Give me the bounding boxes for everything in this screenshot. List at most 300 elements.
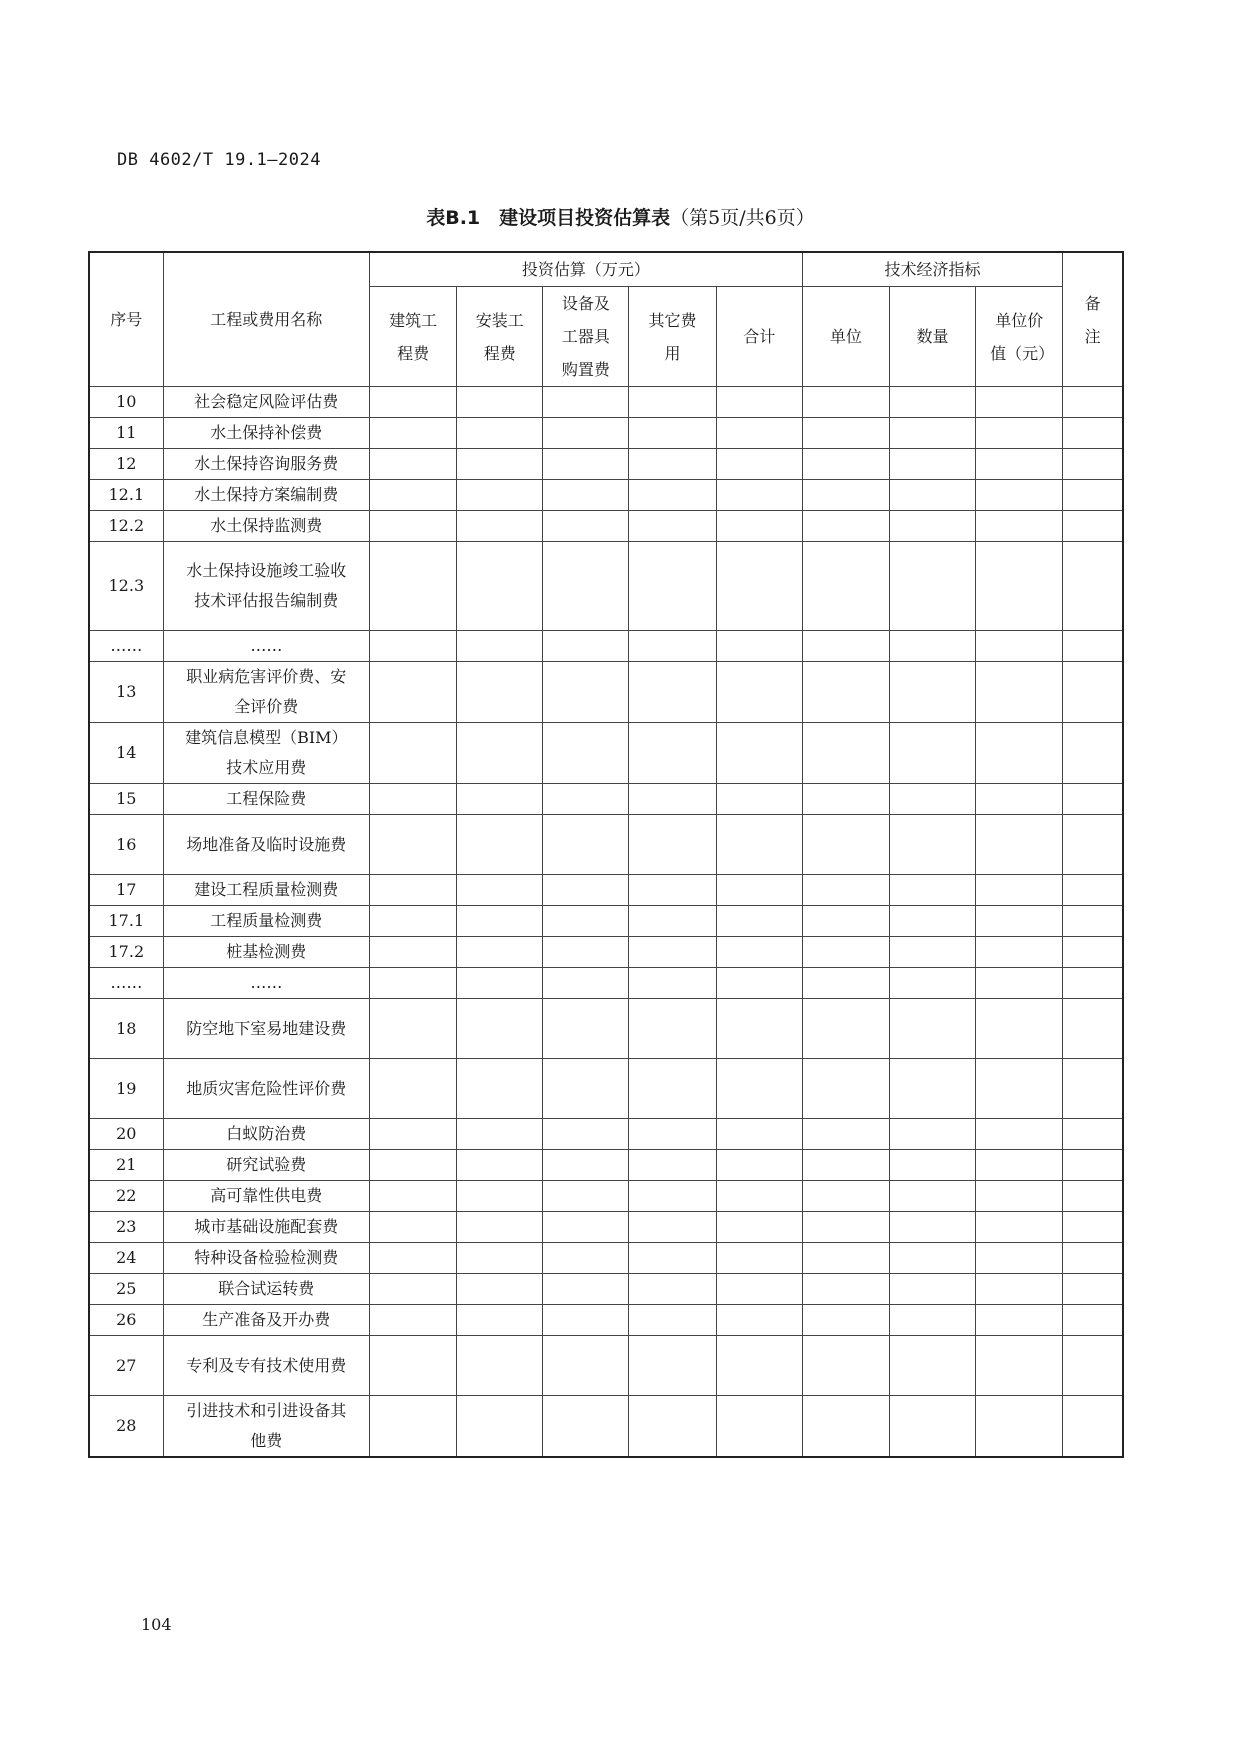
empty-cell (629, 1181, 716, 1212)
empty-cell (1063, 875, 1123, 906)
empty-cell (457, 1336, 543, 1396)
empty-cell (976, 387, 1063, 418)
row-name: 工程质量检测费 (163, 906, 369, 937)
row-seq: 18 (89, 999, 163, 1059)
empty-cell (976, 480, 1063, 511)
empty-cell (629, 387, 716, 418)
empty-cell (629, 542, 716, 631)
empty-cell (457, 418, 543, 449)
row-name: 水土保持方案编制费 (163, 480, 369, 511)
empty-cell (543, 875, 629, 906)
empty-cell (889, 937, 975, 968)
empty-cell (629, 418, 716, 449)
empty-cell (457, 449, 543, 480)
empty-cell (889, 1243, 975, 1274)
empty-cell (976, 1119, 1063, 1150)
empty-cell (543, 480, 629, 511)
empty-cell (457, 387, 543, 418)
empty-cell (629, 815, 716, 875)
empty-cell (889, 542, 975, 631)
empty-cell (370, 1243, 457, 1274)
empty-cell (716, 480, 802, 511)
empty-cell (802, 511, 889, 542)
row-name: …… (163, 631, 369, 662)
empty-cell (889, 1150, 975, 1181)
row-seq: 28 (89, 1396, 163, 1458)
empty-cell (370, 480, 457, 511)
row-seq: 12.3 (89, 542, 163, 631)
empty-cell (543, 937, 629, 968)
empty-cell (629, 784, 716, 815)
empty-cell (543, 662, 629, 723)
empty-cell (1063, 1305, 1123, 1336)
empty-cell (889, 1396, 975, 1458)
row-seq: 17.1 (89, 906, 163, 937)
empty-cell (543, 1181, 629, 1212)
empty-cell (543, 1212, 629, 1243)
document-code: DB 4602/T 19.1—2024 (117, 150, 321, 170)
empty-cell (716, 1305, 802, 1336)
empty-cell (457, 906, 543, 937)
empty-cell (976, 906, 1063, 937)
empty-cell (370, 906, 457, 937)
empty-cell (716, 968, 802, 999)
empty-cell (802, 1059, 889, 1119)
empty-cell (716, 662, 802, 723)
row-name: 工程保险费 (163, 784, 369, 815)
empty-cell (543, 387, 629, 418)
empty-cell (889, 1119, 975, 1150)
empty-cell (976, 542, 1063, 631)
empty-cell (629, 511, 716, 542)
empty-cell (457, 937, 543, 968)
empty-cell (716, 542, 802, 631)
empty-cell (802, 815, 889, 875)
empty-cell (543, 542, 629, 631)
empty-cell (976, 784, 1063, 815)
table-row (89, 511, 1123, 542)
investment-estimate-table (88, 251, 1124, 1458)
table-row (89, 418, 1123, 449)
empty-cell (889, 449, 975, 480)
empty-cell (543, 1305, 629, 1336)
table-row (89, 723, 1123, 784)
row-name: 特种设备检验检测费 (163, 1243, 369, 1274)
table-row (89, 906, 1123, 937)
table-body (89, 387, 1123, 1458)
table-row (89, 1305, 1123, 1336)
empty-cell (976, 449, 1063, 480)
empty-cell (976, 1336, 1063, 1396)
empty-cell (889, 906, 975, 937)
empty-cell (543, 1336, 629, 1396)
empty-cell (802, 480, 889, 511)
empty-cell (976, 723, 1063, 784)
empty-cell (802, 542, 889, 631)
empty-cell (889, 875, 975, 906)
empty-cell (370, 937, 457, 968)
row-seq: …… (89, 631, 163, 662)
empty-cell (716, 937, 802, 968)
empty-cell (889, 1274, 975, 1305)
empty-cell (976, 815, 1063, 875)
row-seq: …… (89, 968, 163, 999)
empty-cell (543, 815, 629, 875)
empty-cell (629, 968, 716, 999)
empty-cell (889, 1059, 975, 1119)
empty-cell (629, 1059, 716, 1119)
row-name: 社会稳定风险评估费 (163, 387, 369, 418)
table-row (89, 449, 1123, 480)
empty-cell (1063, 1243, 1123, 1274)
empty-cell (543, 631, 629, 662)
empty-cell (716, 1119, 802, 1150)
header-invest-2: 安装工程费 (457, 287, 543, 387)
empty-cell (629, 1396, 716, 1458)
empty-cell (370, 1119, 457, 1150)
empty-cell (457, 1396, 543, 1458)
empty-cell (629, 723, 716, 784)
empty-cell (716, 418, 802, 449)
empty-cell (1063, 906, 1123, 937)
row-name: 水土保持咨询服务费 (163, 449, 369, 480)
empty-cell (716, 906, 802, 937)
empty-cell (457, 1243, 543, 1274)
empty-cell (543, 968, 629, 999)
table-row (89, 1336, 1123, 1396)
empty-cell (1063, 1181, 1123, 1212)
empty-cell (1063, 662, 1123, 723)
row-name: 水土保持监测费 (163, 511, 369, 542)
row-name: 城市基础设施配套费 (163, 1212, 369, 1243)
empty-cell (976, 1150, 1063, 1181)
empty-cell (802, 1212, 889, 1243)
empty-cell (802, 784, 889, 815)
table-row (89, 1181, 1123, 1212)
empty-cell (1063, 723, 1123, 784)
empty-cell (802, 723, 889, 784)
row-seq: 22 (89, 1181, 163, 1212)
empty-cell (629, 906, 716, 937)
empty-cell (802, 1396, 889, 1458)
empty-cell (716, 1274, 802, 1305)
empty-cell (802, 1181, 889, 1212)
row-name: 地质灾害危险性评价费 (163, 1059, 369, 1119)
empty-cell (716, 449, 802, 480)
empty-cell (1063, 999, 1123, 1059)
empty-cell (457, 784, 543, 815)
empty-cell (629, 999, 716, 1059)
empty-cell (802, 662, 889, 723)
empty-cell (889, 418, 975, 449)
row-seq: 19 (89, 1059, 163, 1119)
empty-cell (370, 1336, 457, 1396)
empty-cell (1063, 418, 1123, 449)
header-tech-group: 技术经济指标 (802, 252, 1063, 287)
empty-cell (802, 1150, 889, 1181)
empty-cell (976, 1181, 1063, 1212)
empty-cell (976, 968, 1063, 999)
table-row (89, 1243, 1123, 1274)
empty-cell (629, 1150, 716, 1181)
row-name: 高可靠性供电费 (163, 1181, 369, 1212)
empty-cell (370, 1305, 457, 1336)
empty-cell (716, 1181, 802, 1212)
empty-cell (1063, 449, 1123, 480)
empty-cell (976, 631, 1063, 662)
empty-cell (370, 723, 457, 784)
table-row (89, 968, 1123, 999)
table-row (89, 387, 1123, 418)
empty-cell (457, 1274, 543, 1305)
row-name: 建设工程质量检测费 (163, 875, 369, 906)
row-name: 专利及专有技术使用费 (163, 1336, 369, 1396)
row-seq: 24 (89, 1243, 163, 1274)
caption-title: 表B.1 建设项目投资估算表 (426, 207, 671, 229)
empty-cell (1063, 387, 1123, 418)
empty-cell (802, 631, 889, 662)
empty-cell (802, 875, 889, 906)
empty-cell (370, 1181, 457, 1212)
empty-cell (370, 387, 457, 418)
empty-cell (889, 387, 975, 418)
empty-cell (629, 1243, 716, 1274)
table-row (89, 542, 1123, 631)
empty-cell (370, 875, 457, 906)
empty-cell (976, 1059, 1063, 1119)
empty-cell (629, 875, 716, 906)
row-name: 场地准备及临时设施费 (163, 815, 369, 875)
table-row (89, 662, 1123, 723)
empty-cell (370, 449, 457, 480)
row-seq: 23 (89, 1212, 163, 1243)
empty-cell (629, 1119, 716, 1150)
empty-cell (543, 1274, 629, 1305)
empty-cell (457, 723, 543, 784)
empty-cell (1063, 1212, 1123, 1243)
empty-cell (1063, 815, 1123, 875)
empty-cell (1063, 1274, 1123, 1305)
empty-cell (543, 1059, 629, 1119)
empty-cell (457, 631, 543, 662)
row-seq: 15 (89, 784, 163, 815)
table-row (89, 1119, 1123, 1150)
empty-cell (716, 631, 802, 662)
header-tech-1: 单位 (802, 287, 889, 387)
empty-cell (802, 1274, 889, 1305)
header-tech-2: 数量 (889, 287, 975, 387)
row-seq: 11 (89, 418, 163, 449)
empty-cell (457, 1305, 543, 1336)
empty-cell (629, 631, 716, 662)
empty-cell (1063, 1396, 1123, 1458)
table-row (89, 815, 1123, 875)
row-name: 建筑信息模型（BIM）技术应用费 (163, 723, 369, 784)
table-row (89, 1059, 1123, 1119)
empty-cell (976, 1274, 1063, 1305)
empty-cell (629, 1274, 716, 1305)
empty-cell (457, 1181, 543, 1212)
row-name: 研究试验费 (163, 1150, 369, 1181)
empty-cell (543, 999, 629, 1059)
empty-cell (716, 1396, 802, 1458)
empty-cell (457, 815, 543, 875)
header-seq: 序号 (89, 252, 163, 387)
empty-cell (716, 784, 802, 815)
empty-cell (976, 511, 1063, 542)
header-invest-3: 设备及工器具购置费 (543, 287, 629, 387)
empty-cell (543, 1119, 629, 1150)
header-name: 工程或费用名称 (163, 252, 369, 387)
empty-cell (802, 968, 889, 999)
empty-cell (889, 1212, 975, 1243)
header-invest-1: 建筑工程费 (370, 287, 457, 387)
empty-cell (802, 1305, 889, 1336)
row-seq: 17.2 (89, 937, 163, 968)
empty-cell (457, 1059, 543, 1119)
empty-cell (889, 480, 975, 511)
empty-cell (370, 999, 457, 1059)
empty-cell (1063, 1336, 1123, 1396)
empty-cell (1063, 542, 1123, 631)
empty-cell (629, 1336, 716, 1396)
empty-cell (370, 1059, 457, 1119)
table-caption (0, 203, 1241, 230)
table-row (89, 1274, 1123, 1305)
empty-cell (889, 511, 975, 542)
empty-cell (370, 1396, 457, 1458)
empty-cell (543, 449, 629, 480)
empty-cell (457, 875, 543, 906)
row-seq: 12 (89, 449, 163, 480)
empty-cell (976, 999, 1063, 1059)
empty-cell (629, 1212, 716, 1243)
table-row (89, 480, 1123, 511)
row-name: 白蚁防治费 (163, 1119, 369, 1150)
empty-cell (802, 418, 889, 449)
empty-cell (1063, 511, 1123, 542)
empty-cell (370, 662, 457, 723)
empty-cell (1063, 480, 1123, 511)
empty-cell (889, 662, 975, 723)
empty-cell (716, 999, 802, 1059)
row-seq: 14 (89, 723, 163, 784)
empty-cell (370, 418, 457, 449)
empty-cell (370, 631, 457, 662)
empty-cell (1063, 937, 1123, 968)
row-seq: 10 (89, 387, 163, 418)
empty-cell (976, 662, 1063, 723)
empty-cell (457, 662, 543, 723)
empty-cell (889, 723, 975, 784)
empty-cell (802, 449, 889, 480)
empty-cell (976, 1243, 1063, 1274)
empty-cell (802, 1119, 889, 1150)
page-number: 104 (141, 1615, 172, 1634)
empty-cell (457, 511, 543, 542)
header-remark: 备注 (1063, 252, 1123, 387)
empty-cell (543, 723, 629, 784)
empty-cell (1063, 968, 1123, 999)
empty-cell (802, 1243, 889, 1274)
empty-cell (1063, 631, 1123, 662)
empty-cell (543, 1243, 629, 1274)
empty-cell (716, 875, 802, 906)
empty-cell (629, 449, 716, 480)
empty-cell (457, 1119, 543, 1150)
empty-cell (629, 1305, 716, 1336)
empty-cell (802, 1336, 889, 1396)
empty-cell (457, 1212, 543, 1243)
empty-cell (976, 937, 1063, 968)
empty-cell (889, 1181, 975, 1212)
empty-cell (629, 480, 716, 511)
row-seq: 21 (89, 1150, 163, 1181)
header-tech-3: 单位价值（元） (976, 287, 1063, 387)
empty-cell (1063, 1150, 1123, 1181)
empty-cell (716, 1059, 802, 1119)
empty-cell (370, 815, 457, 875)
empty-cell (457, 480, 543, 511)
empty-cell (889, 968, 975, 999)
empty-cell (457, 1150, 543, 1181)
row-name: 防空地下室易地建设费 (163, 999, 369, 1059)
empty-cell (370, 784, 457, 815)
header-invest-5: 合计 (716, 287, 802, 387)
empty-cell (802, 387, 889, 418)
row-name: 联合试运转费 (163, 1274, 369, 1305)
row-seq: 27 (89, 1336, 163, 1396)
row-seq: 12.1 (89, 480, 163, 511)
empty-cell (976, 1212, 1063, 1243)
table-row (89, 631, 1123, 662)
row-name: 职业病危害评价费、安全评价费 (163, 662, 369, 723)
empty-cell (716, 511, 802, 542)
row-name: 桩基检测费 (163, 937, 369, 968)
empty-cell (976, 418, 1063, 449)
empty-cell (1063, 784, 1123, 815)
row-name: 水土保持补偿费 (163, 418, 369, 449)
empty-cell (889, 1336, 975, 1396)
empty-cell (1063, 1119, 1123, 1150)
row-seq: 20 (89, 1119, 163, 1150)
empty-cell (370, 1274, 457, 1305)
table-row (89, 937, 1123, 968)
empty-cell (629, 937, 716, 968)
table-row (89, 1150, 1123, 1181)
row-name: 生产准备及开办费 (163, 1305, 369, 1336)
row-seq: 12.2 (89, 511, 163, 542)
table-row (89, 1396, 1123, 1458)
empty-cell (543, 511, 629, 542)
empty-cell (976, 875, 1063, 906)
empty-cell (370, 1150, 457, 1181)
empty-cell (889, 631, 975, 662)
header-investment-group: 投资估算（万元） (370, 252, 803, 287)
empty-cell (889, 999, 975, 1059)
empty-cell (543, 1396, 629, 1458)
row-seq: 26 (89, 1305, 163, 1336)
row-name: …… (163, 968, 369, 999)
empty-cell (629, 662, 716, 723)
empty-cell (543, 784, 629, 815)
header-invest-4: 其它费用 (629, 287, 716, 387)
row-name: 水土保持设施竣工验收技术评估报告编制费 (163, 542, 369, 631)
empty-cell (976, 1305, 1063, 1336)
row-seq: 17 (89, 875, 163, 906)
empty-cell (370, 968, 457, 999)
table-row (89, 784, 1123, 815)
